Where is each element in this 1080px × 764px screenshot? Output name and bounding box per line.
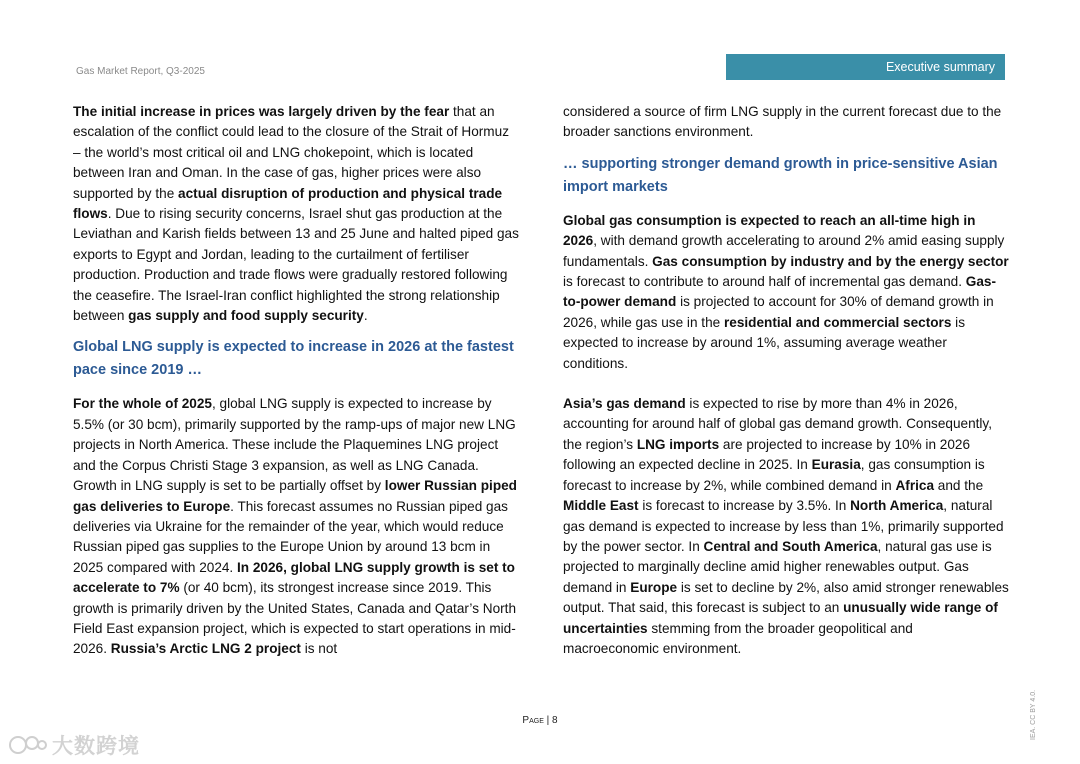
text: .: [363, 308, 368, 324]
bold-text: residential and commercial sectors: [723, 314, 952, 330]
text: is expected to rise by more than 4% in 2026, accounting for around half of global gas demand growth. Consequently, the region’s: [563, 396, 992, 452]
paragraph: [563, 394, 1009, 659]
page-label: Page: [522, 715, 544, 726]
bold-text: gas supply and food supply security: [128, 308, 364, 324]
right-column: [563, 102, 1009, 659]
text: , with demand growth accelerating to around 2% amid easing supply fundamentals.: [563, 233, 1005, 269]
text: is forecast to contribute to around half of incremental gas demand.: [563, 274, 966, 290]
text: is set to decline by 2%, also amid stronger renewables output. That said, this forecast is subject to an: [563, 579, 1009, 616]
bold-text: Eurasia: [811, 457, 861, 473]
paragraph: [73, 394, 519, 659]
bold-text: For the whole of 2025: [73, 396, 212, 412]
bold-text: Russia’s Arctic LNG 2 project: [110, 641, 301, 657]
bold-text: Africa: [895, 477, 935, 493]
text: are projected to increase by 10% in 2026 following an expected decline in 2025. In: [563, 436, 971, 473]
text: , gas consumption is forecast to increase by 2%, while combined demand in: [563, 457, 985, 493]
text: . This forecast assumes no Russian piped gas deliveries via Ukraine for the remainder of the year, which would reduce Russian piped gas supplies to the Europe Union by around 13 bcm in 2025 compared with 2024.: [73, 498, 508, 575]
text: is not: [300, 641, 338, 657]
bold-text: lower Russian piped gas deliveries to Europe: [73, 478, 517, 514]
paragraph: [563, 211, 1009, 374]
paragraph: considered a source of firm LNG supply in the current forecast due to the broader sanctions environment.: [563, 104, 1002, 140]
page-number: 8: [552, 715, 558, 726]
text: , natural gas use is projected to marginally decline amid higher renewables output. Gas demand in: [563, 538, 992, 595]
bold-text: Asia’s gas demand: [563, 396, 686, 412]
watermark: [8, 730, 140, 760]
bold-text: actual disruption of production and physical trade flows: [73, 185, 503, 222]
text: is projected to account for 30% of demand growth in 2026, while gas use in the: [563, 294, 994, 330]
text: (or 40 bcm), its strongest increase since 2019. This growth is primarily driven by the United States, Canada and Qatar’s North Field East expansion project, which is expected to start operations in mid-2026.: [73, 580, 517, 657]
bold-text: LNG imports: [636, 436, 720, 452]
bold-text: Middle East: [563, 498, 639, 514]
text: that an escalation of the conflict could lead to the closure of the Strait of Hormuz – the world’s most critical oil and LNG chokepoint, which is located between Iran and Oman. In the case of gas, higher prices were also supported by the: [73, 104, 509, 201]
text: , natural gas demand is expected to increase by less than 1%, primarily supported by the power sector. In: [563, 498, 1004, 554]
bold-text: Central and South America: [703, 538, 878, 554]
text: is expected to increase by around 1%, assuming average weather conditions.: [563, 314, 965, 371]
text: , global LNG supply is expected to increase by 5.5% (or 30 bcm), primarily supported by the ramp-ups of major new LNG projects in North America. These include the Plaquemines LNG project and the Corpus Christi Stage 3 expansion, as well as LNG Canada. Growth in LNG supply is set to be partially offset by: [73, 396, 516, 494]
text: is forecast to increase by 3.5%. In: [638, 498, 851, 514]
section-heading: … supporting stronger demand growth in price-sensitive Asian import markets: [563, 155, 998, 195]
left-column: [73, 102, 519, 660]
bold-text: Gas-to-power demand: [563, 274, 996, 310]
section-heading: Global LNG supply is expected to increase in 2026 at the fastest pace since 2019 …: [73, 339, 514, 379]
bold-text: In 2026, global LNG supply growth is set to accelerate to 7%: [73, 559, 515, 596]
bold-text: Europe: [630, 579, 678, 595]
license-note: IEA. CC BY 4.0.: [1030, 689, 1037, 740]
bold-text: Gas consumption by industry and by the energy sector: [652, 253, 1009, 269]
bold-text: North America: [850, 498, 944, 514]
text: stemming from the broader geopolitical and macroeconomic environment.: [563, 620, 913, 656]
paragraph: [73, 102, 519, 326]
watermark-logo-icon: [8, 733, 48, 757]
report-title: Gas Market Report, Q3-2025: [76, 66, 205, 77]
bold-text: Global gas consumption is expected to reach an all-time high in 2026: [563, 212, 976, 249]
bold-text: The initial increase in prices was largely driven by the fear: [73, 104, 450, 119]
watermark-text: 大数跨境: [52, 735, 140, 758]
bold-text: unusually wide range of uncertainties: [563, 600, 998, 636]
page-footer: Page | 8: [522, 715, 558, 726]
section-label: Executive summary: [726, 54, 1005, 80]
text: and the: [934, 477, 984, 493]
text: . Due to rising security concerns, Israel shut gas production at the Leviathan and Karish fields between 13 and 25 June and halted piped gas exports to Egypt and Jordan, leading to the curtailment of fertiliser production. Production and trade flows were gradually restored following the ceasefire. The Israel-Iran conflict highlighted the strong relationship between: [73, 206, 519, 324]
